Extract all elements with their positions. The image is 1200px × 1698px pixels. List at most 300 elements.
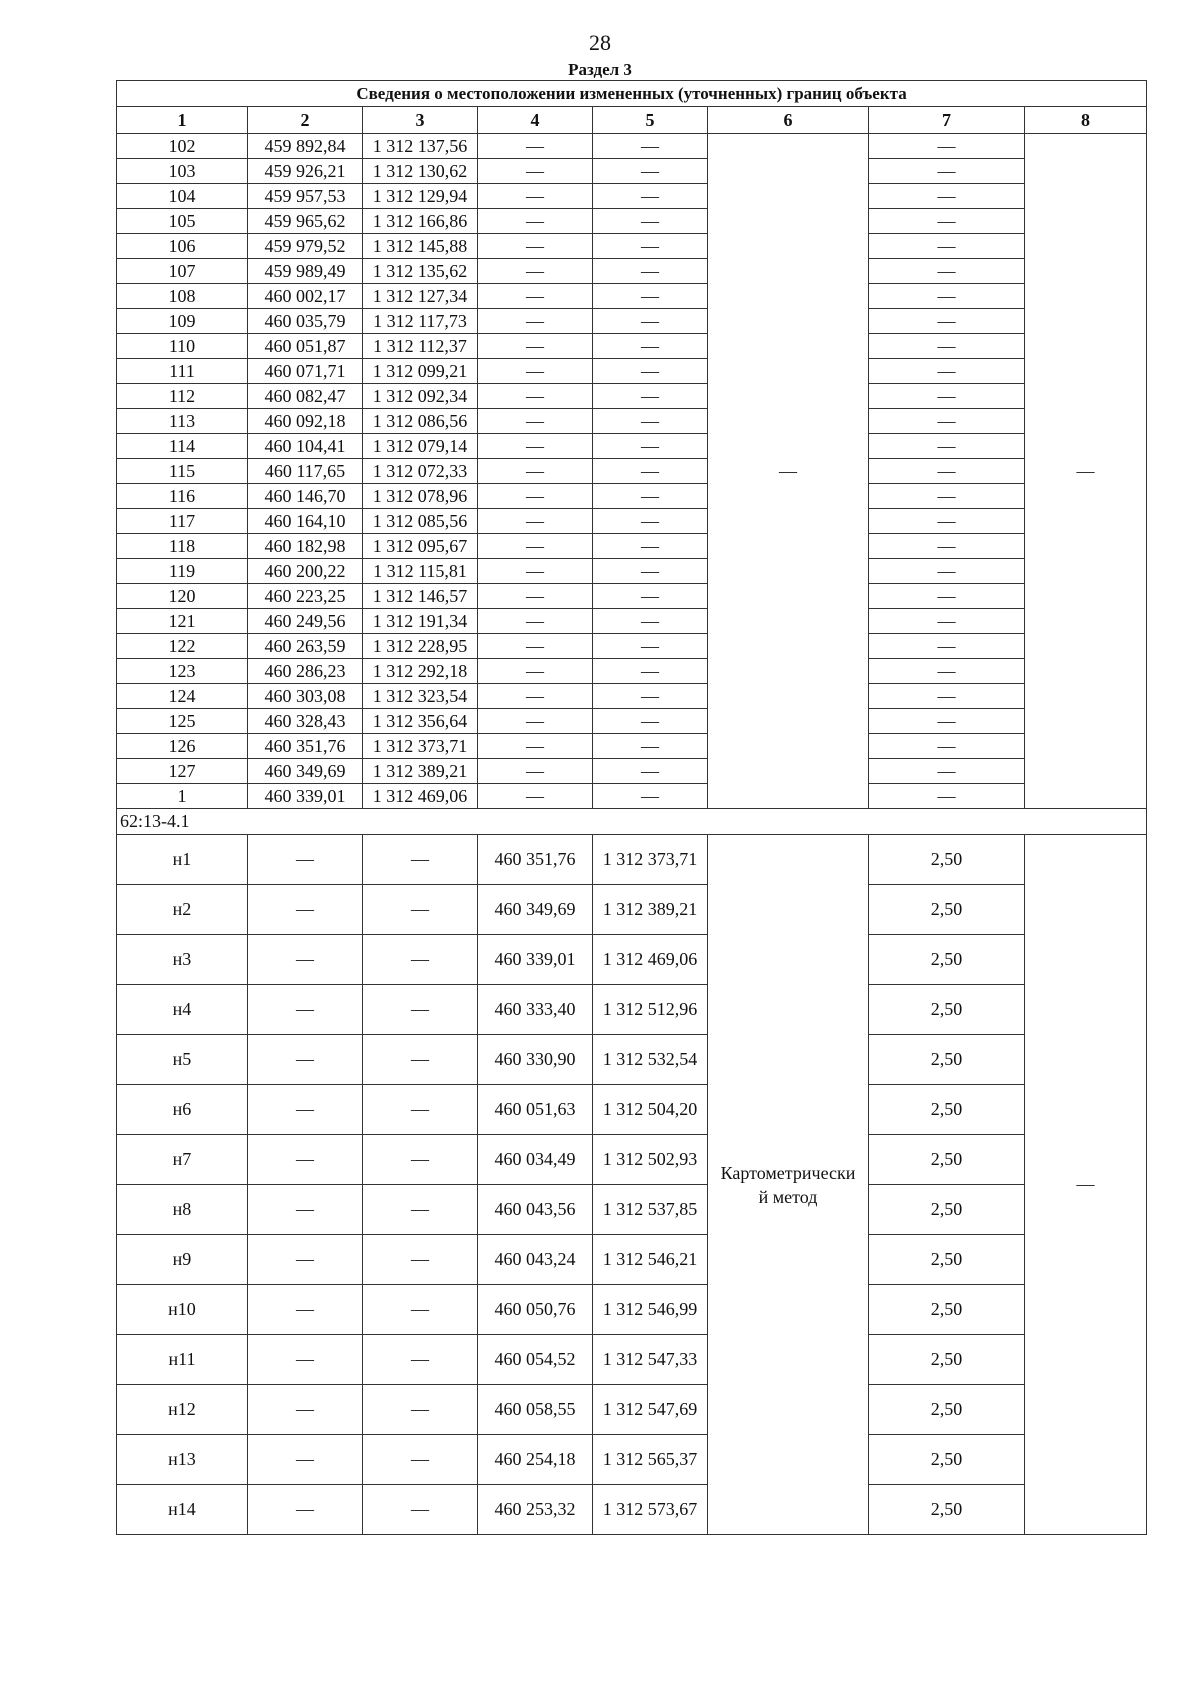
dash-cell: —	[478, 734, 593, 759]
y-coordinate-cell: 1 312 565,37	[593, 1435, 708, 1485]
table-row	[117, 559, 1147, 584]
table-row	[117, 1385, 1147, 1435]
dash-cell: —	[593, 584, 708, 609]
x-coordinate-cell: 460 058,55	[478, 1385, 593, 1435]
dash-cell: —	[593, 784, 708, 809]
y-coordinate-cell: 1 312 115,81	[363, 559, 478, 584]
dash-cell: —	[593, 534, 708, 559]
dash-cell: —	[363, 1235, 478, 1285]
table-row	[117, 1485, 1147, 1535]
dash-cell: —	[593, 459, 708, 484]
accuracy-cell: 2,50	[869, 1485, 1025, 1535]
dash-cell: —	[248, 1435, 363, 1485]
column-number: 1	[117, 107, 248, 134]
x-coordinate-cell: 460 339,01	[478, 935, 593, 985]
point-number-cell: 103	[117, 159, 248, 184]
x-coordinate-cell: 460 333,40	[478, 985, 593, 1035]
dash-cell: —	[478, 759, 593, 784]
point-number-cell: 122	[117, 634, 248, 659]
dash-cell: —	[869, 634, 1025, 659]
point-number-cell: н10	[117, 1285, 248, 1335]
table-row	[117, 1135, 1147, 1185]
y-coordinate-cell: 1 312 537,85	[593, 1185, 708, 1235]
dash-cell: —	[593, 359, 708, 384]
dash-cell: —	[593, 259, 708, 284]
y-coordinate-cell: 1 312 166,86	[363, 209, 478, 234]
point-number-cell: 123	[117, 659, 248, 684]
y-coordinate-cell: 1 312 095,67	[363, 534, 478, 559]
table-row	[117, 1035, 1147, 1085]
x-coordinate-cell: 460 249,56	[248, 609, 363, 634]
table-row	[117, 159, 1147, 184]
accuracy-cell: 2,50	[869, 1335, 1025, 1385]
dash-cell: —	[478, 434, 593, 459]
point-number-cell: 111	[117, 359, 248, 384]
boundary-coordinates-table	[116, 80, 1147, 1535]
table-row	[117, 309, 1147, 334]
x-coordinate-cell: 460 351,76	[248, 734, 363, 759]
dash-cell: —	[248, 1035, 363, 1085]
y-coordinate-cell: 1 312 389,21	[593, 885, 708, 935]
dash-cell: —	[478, 234, 593, 259]
y-coordinate-cell: 1 312 469,06	[593, 935, 708, 985]
y-coordinate-cell: 1 312 137,56	[363, 134, 478, 159]
point-number-cell: 104	[117, 184, 248, 209]
y-coordinate-cell: 1 312 547,69	[593, 1385, 708, 1435]
dash-cell: —	[363, 1435, 478, 1485]
table-row	[117, 1335, 1147, 1385]
accuracy-cell: 2,50	[869, 1285, 1025, 1335]
dash-cell: —	[593, 609, 708, 634]
dash-cell: —	[478, 584, 593, 609]
dash-cell: —	[869, 359, 1025, 384]
point-number-cell: 126	[117, 734, 248, 759]
y-coordinate-cell: 1 312 504,20	[593, 1085, 708, 1135]
point-number-cell: 114	[117, 434, 248, 459]
table-row	[117, 534, 1147, 559]
dash-cell: —	[869, 284, 1025, 309]
dash-cell: —	[478, 384, 593, 409]
table-row	[117, 184, 1147, 209]
dash-cell: —	[478, 534, 593, 559]
table-row	[117, 1435, 1147, 1485]
dash-cell: —	[478, 634, 593, 659]
y-coordinate-cell: 1 312 532,54	[593, 1035, 708, 1085]
table-row	[117, 134, 1147, 159]
dash-cell: —	[478, 284, 593, 309]
dash-cell: —	[593, 659, 708, 684]
dash-cell: —	[478, 209, 593, 234]
x-coordinate-cell: 460 303,08	[248, 684, 363, 709]
dash-cell: —	[593, 634, 708, 659]
dash-cell: —	[478, 659, 593, 684]
x-coordinate-cell: 460 200,22	[248, 559, 363, 584]
y-coordinate-cell: 1 312 228,95	[363, 634, 478, 659]
point-number-cell: 116	[117, 484, 248, 509]
dash-cell: —	[478, 609, 593, 634]
accuracy-cell: 2,50	[869, 1435, 1025, 1485]
x-coordinate-cell: 460 286,23	[248, 659, 363, 684]
dash-cell: —	[363, 1335, 478, 1385]
method-text-line-1: Картометрически	[720, 1162, 856, 1183]
x-coordinate-cell: 460 182,98	[248, 534, 363, 559]
dash-cell: —	[869, 709, 1025, 734]
table-row	[117, 359, 1147, 384]
x-coordinate-cell: 460 223,25	[248, 584, 363, 609]
dash-cell: —	[593, 184, 708, 209]
table-caption: Сведения о местоположении измененных (уточненных) границ объекта	[117, 81, 1147, 107]
dash-cell: —	[869, 209, 1025, 234]
dash-cell: —	[363, 935, 478, 985]
x-coordinate-cell: 460 146,70	[248, 484, 363, 509]
y-coordinate-cell: 1 312 078,96	[363, 484, 478, 509]
dash-cell: —	[363, 1285, 478, 1335]
accuracy-cell: 2,50	[869, 1185, 1025, 1235]
table-row	[117, 259, 1147, 284]
merged-column-8-cell: —	[1025, 134, 1147, 809]
table-row	[117, 784, 1147, 809]
method-cell	[708, 835, 869, 1535]
y-coordinate-cell: 1 312 117,73	[363, 309, 478, 334]
table-row	[117, 484, 1147, 509]
dash-cell: —	[363, 1385, 478, 1435]
dash-cell: —	[869, 684, 1025, 709]
dash-cell: —	[593, 734, 708, 759]
dash-cell: —	[478, 709, 593, 734]
x-coordinate-cell: 460 104,41	[248, 434, 363, 459]
point-number-cell: 127	[117, 759, 248, 784]
point-number-cell: 119	[117, 559, 248, 584]
point-number-cell: н1	[117, 835, 248, 885]
dash-cell: —	[248, 1235, 363, 1285]
table-row	[117, 459, 1147, 484]
point-number-cell: 120	[117, 584, 248, 609]
table-row	[117, 709, 1147, 734]
point-number-cell: н7	[117, 1135, 248, 1185]
dash-cell: —	[593, 509, 708, 534]
column-number: 3	[363, 107, 478, 134]
dash-cell: —	[593, 409, 708, 434]
y-coordinate-cell: 1 312 079,14	[363, 434, 478, 459]
accuracy-cell: 2,50	[869, 1085, 1025, 1135]
dash-cell: —	[363, 1135, 478, 1185]
column-number: 7	[869, 107, 1025, 134]
y-coordinate-cell: 1 312 086,56	[363, 409, 478, 434]
point-number-cell: 107	[117, 259, 248, 284]
y-coordinate-cell: 1 312 112,37	[363, 334, 478, 359]
accuracy-cell: 2,50	[869, 1035, 1025, 1085]
table-row	[117, 434, 1147, 459]
accuracy-cell: 2,50	[869, 935, 1025, 985]
y-coordinate-cell: 1 312 099,21	[363, 359, 478, 384]
dash-cell: —	[478, 134, 593, 159]
dash-cell: —	[363, 1035, 478, 1085]
x-coordinate-cell: 460 051,63	[478, 1085, 593, 1135]
point-number-cell: 115	[117, 459, 248, 484]
dash-cell: —	[363, 1085, 478, 1135]
dash-cell: —	[869, 559, 1025, 584]
dash-cell: —	[478, 259, 593, 284]
dash-cell: —	[478, 784, 593, 809]
dash-cell: —	[593, 334, 708, 359]
x-coordinate-cell: 460 050,76	[478, 1285, 593, 1335]
table-row	[117, 634, 1147, 659]
x-coordinate-cell: 460 054,52	[478, 1335, 593, 1385]
dash-cell: —	[869, 459, 1025, 484]
table-row	[117, 935, 1147, 985]
table-row	[117, 1085, 1147, 1135]
column-number: 5	[593, 107, 708, 134]
dash-cell: —	[593, 159, 708, 184]
point-number-cell: н8	[117, 1185, 248, 1235]
dash-cell: —	[593, 284, 708, 309]
accuracy-cell: 2,50	[869, 985, 1025, 1035]
y-coordinate-cell: 1 312 145,88	[363, 234, 478, 259]
accuracy-cell: 2,50	[869, 1385, 1025, 1435]
table-row	[117, 835, 1147, 885]
y-coordinate-cell: 1 312 129,94	[363, 184, 478, 209]
dash-cell: —	[248, 1085, 363, 1135]
point-number-cell: 102	[117, 134, 248, 159]
table-row	[117, 209, 1147, 234]
y-coordinate-cell: 1 312 356,64	[363, 709, 478, 734]
x-coordinate-cell: 460 339,01	[248, 784, 363, 809]
y-coordinate-cell: 1 312 072,33	[363, 459, 478, 484]
dash-cell: —	[869, 784, 1025, 809]
dash-cell: —	[248, 935, 363, 985]
page-number: 28	[589, 30, 611, 55]
dash-cell: —	[478, 334, 593, 359]
dash-cell: —	[869, 409, 1025, 434]
point-number-cell: н6	[117, 1085, 248, 1135]
x-coordinate-cell: 460 351,76	[478, 835, 593, 885]
dash-cell: —	[869, 659, 1025, 684]
table-row	[117, 734, 1147, 759]
dash-cell: —	[248, 1135, 363, 1185]
dash-cell: —	[478, 459, 593, 484]
dash-cell: —	[478, 184, 593, 209]
y-coordinate-cell: 1 312 469,06	[363, 784, 478, 809]
column-number: 4	[478, 107, 593, 134]
table-row	[117, 1185, 1147, 1235]
dash-cell: —	[869, 184, 1025, 209]
x-coordinate-cell: 460 043,56	[478, 1185, 593, 1235]
dash-cell: —	[869, 134, 1025, 159]
dash-cell: —	[248, 1185, 363, 1235]
point-number-cell: 118	[117, 534, 248, 559]
parcel-id-row	[117, 809, 1147, 835]
dash-cell: —	[248, 985, 363, 1035]
point-number-cell: 112	[117, 384, 248, 409]
table-row	[117, 759, 1147, 784]
accuracy-cell: 2,50	[869, 835, 1025, 885]
point-number-cell: 109	[117, 309, 248, 334]
point-number-cell: 108	[117, 284, 248, 309]
y-coordinate-cell: 1 312 191,34	[363, 609, 478, 634]
x-coordinate-cell: 460 043,24	[478, 1235, 593, 1285]
dash-cell: —	[593, 709, 708, 734]
column-number: 6	[708, 107, 869, 134]
point-number-cell: н2	[117, 885, 248, 935]
table-row	[117, 334, 1147, 359]
y-coordinate-cell: 1 312 323,54	[363, 684, 478, 709]
dash-cell: —	[593, 484, 708, 509]
y-coordinate-cell: 1 312 573,67	[593, 1485, 708, 1535]
accuracy-cell: 2,50	[869, 1235, 1025, 1285]
table-row	[117, 384, 1147, 409]
dash-cell: —	[478, 684, 593, 709]
x-coordinate-cell: 460 254,18	[478, 1435, 593, 1485]
column-number: 2	[248, 107, 363, 134]
y-coordinate-cell: 1 312 127,34	[363, 284, 478, 309]
table-row	[117, 885, 1147, 935]
x-coordinate-cell: 460 117,65	[248, 459, 363, 484]
y-coordinate-cell: 1 312 512,96	[593, 985, 708, 1035]
dash-cell: —	[593, 684, 708, 709]
dash-cell: —	[869, 509, 1025, 534]
x-coordinate-cell: 460 092,18	[248, 409, 363, 434]
section-title: Раздел 3	[568, 60, 632, 79]
dash-cell: —	[593, 234, 708, 259]
dash-cell: —	[869, 334, 1025, 359]
dash-cell: —	[593, 434, 708, 459]
x-coordinate-cell: 459 979,52	[248, 234, 363, 259]
dash-cell: —	[869, 159, 1025, 184]
x-coordinate-cell: 460 253,32	[478, 1485, 593, 1535]
merged-column-6-cell: —	[708, 134, 869, 809]
dash-cell: —	[248, 835, 363, 885]
x-coordinate-cell: 459 965,62	[248, 209, 363, 234]
point-number-cell: 121	[117, 609, 248, 634]
x-coordinate-cell: 459 892,84	[248, 134, 363, 159]
table-row	[117, 985, 1147, 1035]
point-number-cell: 105	[117, 209, 248, 234]
dash-cell: —	[478, 159, 593, 184]
table-row	[117, 684, 1147, 709]
dash-cell: —	[593, 134, 708, 159]
y-coordinate-cell: 1 312 373,71	[593, 835, 708, 885]
dash-cell: —	[478, 559, 593, 584]
dash-cell: —	[478, 409, 593, 434]
x-coordinate-cell: 460 349,69	[478, 885, 593, 935]
dash-cell: —	[363, 985, 478, 1035]
table-row	[117, 584, 1147, 609]
dash-cell: —	[248, 1485, 363, 1535]
point-number-cell: н13	[117, 1435, 248, 1485]
dash-cell: —	[363, 885, 478, 935]
table-row	[117, 284, 1147, 309]
point-number-cell: 117	[117, 509, 248, 534]
column-number-row	[117, 107, 1147, 134]
dash-cell: —	[248, 1335, 363, 1385]
dash-cell: —	[478, 309, 593, 334]
y-coordinate-cell: 1 312 292,18	[363, 659, 478, 684]
point-number-cell: н14	[117, 1485, 248, 1535]
table-row	[117, 509, 1147, 534]
method-text-line-2: й метод	[758, 1186, 818, 1207]
y-coordinate-cell: 1 312 389,21	[363, 759, 478, 784]
y-coordinate-cell: 1 312 373,71	[363, 734, 478, 759]
point-number-cell: н9	[117, 1235, 248, 1285]
merged-column-8-cell: —	[1025, 835, 1147, 1535]
dash-cell: —	[248, 1385, 363, 1435]
x-coordinate-cell: 460 071,71	[248, 359, 363, 384]
x-coordinate-cell: 459 989,49	[248, 259, 363, 284]
dash-cell: —	[869, 309, 1025, 334]
point-number-cell: н12	[117, 1385, 248, 1435]
dash-cell: —	[869, 484, 1025, 509]
x-coordinate-cell: 460 164,10	[248, 509, 363, 534]
accuracy-cell: 2,50	[869, 1135, 1025, 1185]
dash-cell: —	[869, 734, 1025, 759]
table-row	[117, 609, 1147, 634]
dash-cell: —	[869, 609, 1025, 634]
dash-cell: —	[248, 885, 363, 935]
table-row	[117, 659, 1147, 684]
point-number-cell: 124	[117, 684, 248, 709]
parcel-id: 62:13-4.1	[117, 809, 1147, 835]
y-coordinate-cell: 1 312 546,99	[593, 1285, 708, 1335]
dash-cell: —	[478, 484, 593, 509]
accuracy-cell: 2,50	[869, 885, 1025, 935]
dash-cell: —	[363, 1485, 478, 1535]
dash-cell: —	[593, 384, 708, 409]
point-number-cell: н4	[117, 985, 248, 1035]
table-row	[117, 409, 1147, 434]
dash-cell: —	[593, 209, 708, 234]
x-coordinate-cell: 460 330,90	[478, 1035, 593, 1085]
y-coordinate-cell: 1 312 146,57	[363, 584, 478, 609]
point-number-cell: н11	[117, 1335, 248, 1385]
x-coordinate-cell: 459 957,53	[248, 184, 363, 209]
point-number-cell: н5	[117, 1035, 248, 1085]
y-coordinate-cell: 1 312 085,56	[363, 509, 478, 534]
dash-cell: —	[363, 1185, 478, 1235]
point-number-cell: н3	[117, 935, 248, 985]
y-coordinate-cell: 1 312 547,33	[593, 1335, 708, 1385]
x-coordinate-cell: 460 051,87	[248, 334, 363, 359]
dash-cell: —	[869, 234, 1025, 259]
point-number-cell: 110	[117, 334, 248, 359]
dash-cell: —	[593, 559, 708, 584]
column-number: 8	[1025, 107, 1147, 134]
dash-cell: —	[869, 584, 1025, 609]
x-coordinate-cell: 460 034,49	[478, 1135, 593, 1185]
dash-cell: —	[363, 835, 478, 885]
dash-cell: —	[869, 434, 1025, 459]
x-coordinate-cell: 460 002,17	[248, 284, 363, 309]
point-number-cell: 1	[117, 784, 248, 809]
point-number-cell: 125	[117, 709, 248, 734]
y-coordinate-cell: 1 312 092,34	[363, 384, 478, 409]
x-coordinate-cell: 460 328,43	[248, 709, 363, 734]
dash-cell: —	[248, 1285, 363, 1335]
dash-cell: —	[869, 534, 1025, 559]
dash-cell: —	[593, 309, 708, 334]
dash-cell: —	[593, 759, 708, 784]
x-coordinate-cell: 460 263,59	[248, 634, 363, 659]
table-row	[117, 1285, 1147, 1335]
point-number-cell: 113	[117, 409, 248, 434]
x-coordinate-cell: 460 035,79	[248, 309, 363, 334]
dash-cell: —	[478, 509, 593, 534]
x-coordinate-cell: 460 349,69	[248, 759, 363, 784]
y-coordinate-cell: 1 312 502,93	[593, 1135, 708, 1185]
table-row	[117, 1235, 1147, 1285]
y-coordinate-cell: 1 312 130,62	[363, 159, 478, 184]
y-coordinate-cell: 1 312 135,62	[363, 259, 478, 284]
dash-cell: —	[478, 359, 593, 384]
